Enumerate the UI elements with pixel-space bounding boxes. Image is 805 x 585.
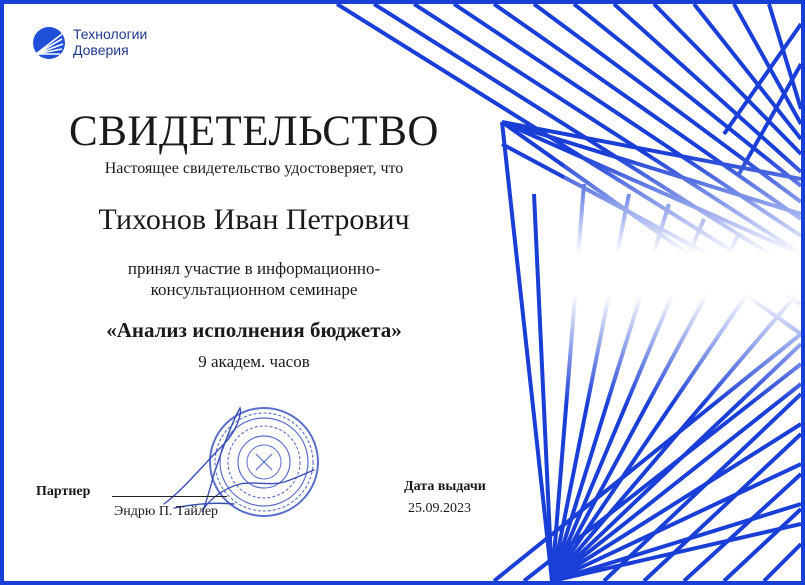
company-stamp-icon <box>210 408 318 516</box>
organization-logo <box>32 24 172 62</box>
recipient-name: Тихонов Иван Петрович <box>98 203 410 236</box>
certificate-title: СВИДЕТЕЛЬСТВО <box>69 108 439 155</box>
fan-lines-logo-icon <box>32 26 66 60</box>
logo-text-line2: Доверия <box>73 42 129 58</box>
certificate-subtitle: Настоящее свидетельство удостоверяет, что <box>104 160 404 177</box>
issue-date-value: 25.09.2023 <box>408 501 471 516</box>
participation-line2: консультационном семинаре <box>150 280 358 299</box>
participation-line1: принял участие в информационно- <box>127 259 381 278</box>
participation-text <box>74 258 434 300</box>
course-title: «Анализ исполнения бюджета» <box>106 318 402 342</box>
issue-date-label: Дата выдачи <box>404 479 486 494</box>
partner-name: Эндрю П. Тайлер <box>114 504 219 519</box>
course-hours: 9 академ. часов <box>198 352 310 371</box>
signature-line <box>112 496 227 497</box>
organization-name <box>73 26 173 58</box>
logo-text-line1: Технологии <box>73 26 148 42</box>
partner-label: Партнер <box>36 484 91 499</box>
